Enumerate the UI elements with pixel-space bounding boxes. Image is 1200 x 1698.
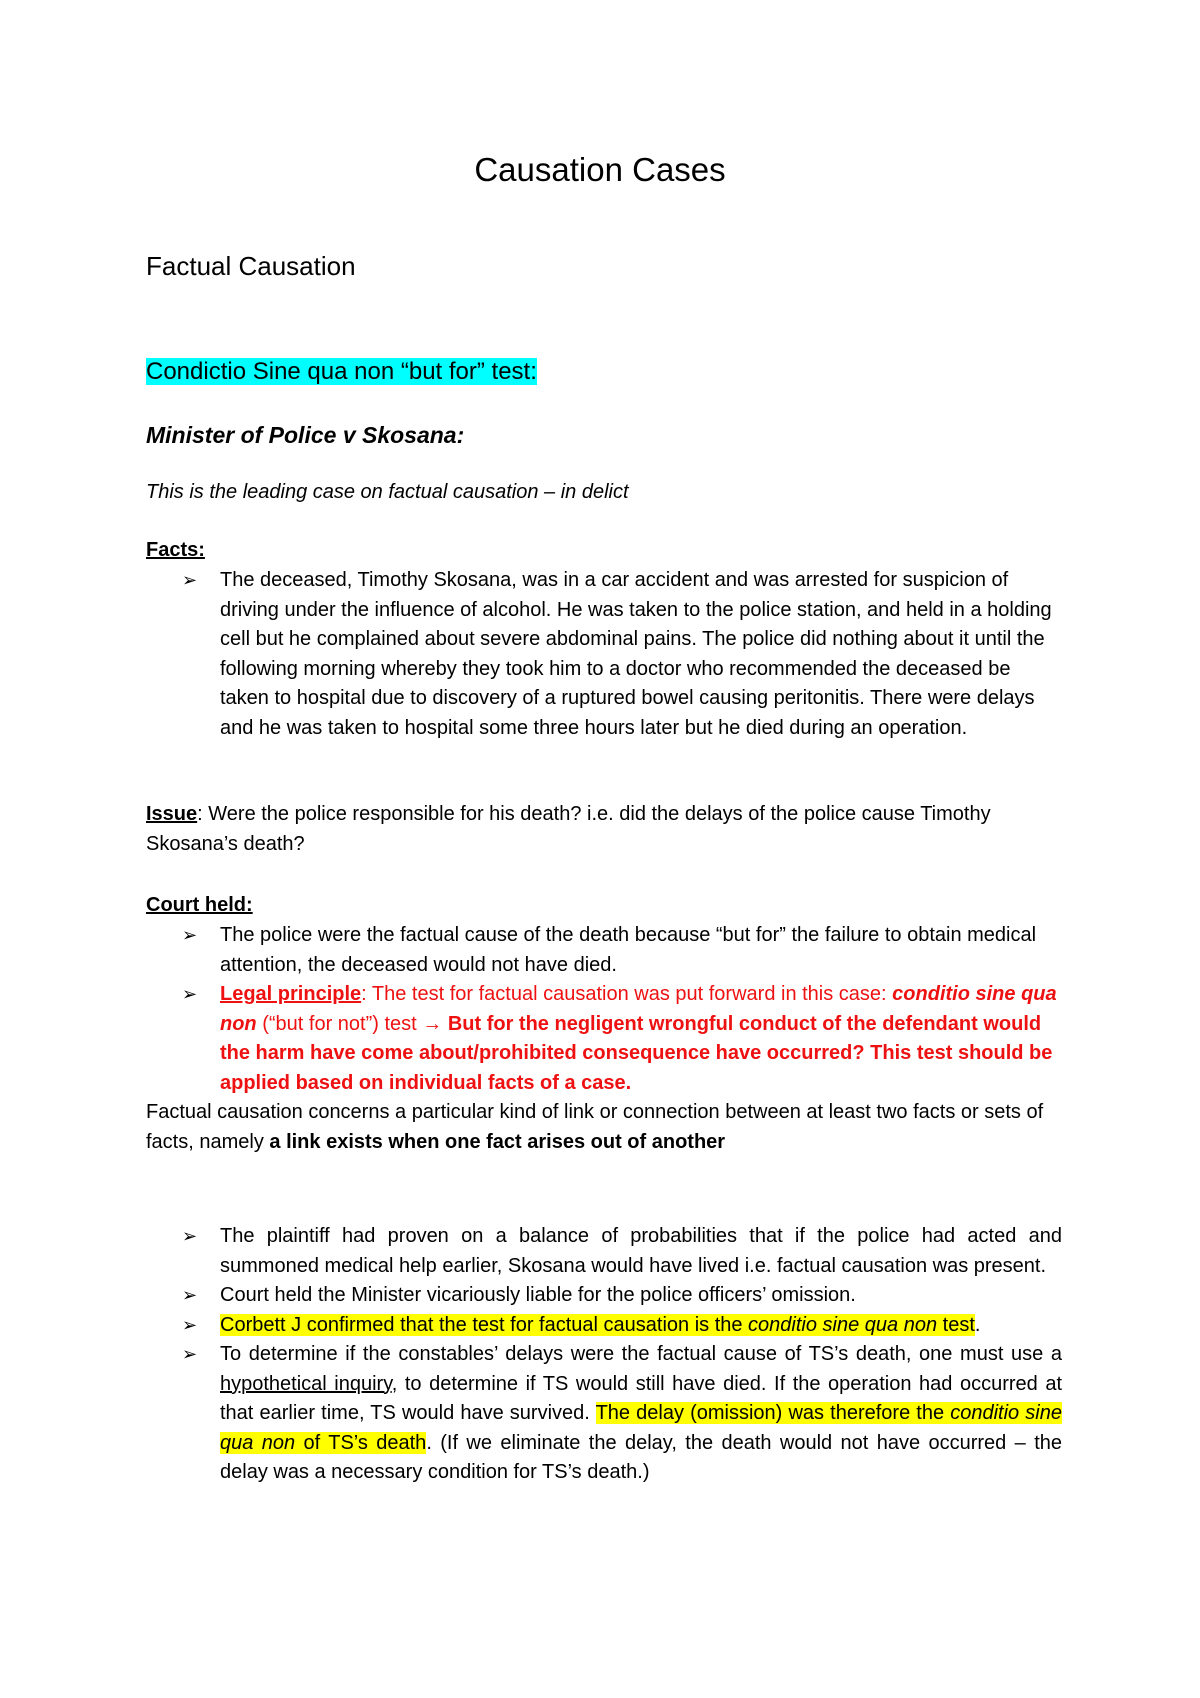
issue-paragraph <box>146 800 1066 859</box>
list-item <box>176 1281 1062 1311</box>
arrow-bullet-icon: ➢ <box>182 984 198 1005</box>
list-item <box>176 921 1062 980</box>
court-held-text: The police were the factual cause of the death because “but for” the failure to obtain medical attention, the deceased would not have died. <box>220 924 1037 976</box>
court-held-list <box>176 921 1062 1098</box>
arrow-bullet-icon: ➢ <box>182 1344 198 1365</box>
arrow-bullet-icon: ➢ <box>182 1285 198 1306</box>
legal-principle-text: : The test for factual causation was put forward in this case: <box>361 983 893 1005</box>
issue-label: Issue <box>146 803 198 825</box>
subsection-heading-text: Condictio Sine qua non “but for” test: <box>146 358 537 385</box>
delay-text: The delay (omission) was therefore the <box>595 1402 951 1424</box>
corbett-latin: conditio sine qua non <box>748 1313 938 1336</box>
vicarious-liability-text: Court held the Minister vicariously liable for the police officers’ omission. <box>220 1284 856 1306</box>
list-item <box>176 1222 1062 1281</box>
facts-list <box>176 566 1062 743</box>
list-item <box>176 1311 1062 1341</box>
delay-death: of TS’s death <box>295 1431 427 1454</box>
facts-text: The deceased, Timothy Skosana, was in a car accident and was arrested for suspicion of driving under the influence of alcohol. He was taken to the police station, and held in a holding cell but he complained about severe abdominal pains. The police did nothing about it until the following morning whereby they took him to a doctor who recommended the deceased be taken to hospital due to discovery of a ruptured bowel causing peritonitis. There were delays and he was taken to hospital some three hours later but he died during an operation. <box>220 569 1052 739</box>
arrow-bullet-icon: ➢ <box>182 1314 198 1336</box>
corbett-highlight <box>220 1314 975 1336</box>
document-title: Causation Cases <box>474 151 726 188</box>
plaintiff-text: The plaintiff had proven on a balance of probabilities that if the police had acted and summoned medical help earlier, Skosana would have lived i.e. factual causation was present. <box>220 1225 1062 1277</box>
arrow-bullet-icon: ➢ <box>182 1226 198 1247</box>
delay-explanation: . (If we eliminate the delay, the death would not have occurred – the delay was a necessary condition for TS’s death.) <box>220 1431 1062 1483</box>
list-item <box>176 1340 1062 1488</box>
further-points-list <box>176 1222 1062 1488</box>
list-item <box>176 566 1062 743</box>
legal-principle-latin: conditio sine qua non <box>220 983 1057 1035</box>
subsection-heading <box>146 357 537 387</box>
corbett-test: test <box>937 1313 975 1336</box>
case-title: Minister of Police v Skosana: <box>146 422 465 448</box>
section-heading: Factual Causation <box>146 251 356 281</box>
list-item <box>176 980 1062 1098</box>
hypothetical-text-2: , to determine if TS would still have died. If the operation had occurred at that earlier time, TS would have survived. <box>220 1372 1062 1424</box>
factual-causation-bold: a link exists when one fact arises out of another <box>269 1130 726 1153</box>
factual-causation-paragraph <box>146 1098 1066 1157</box>
court-held-label: Court held: <box>146 894 253 916</box>
legal-principle-test: (“but for not”) test <box>256 1012 423 1035</box>
hypothetical-text: To determine if the constables’ delays were the factual cause of TS’s death, one must use a <box>220 1343 1062 1365</box>
facts-label: Facts: <box>146 539 205 561</box>
issue-text: : Were the police responsible for his death? i.e. did the delays of the police cause Timothy Skosana’s death? <box>146 803 991 855</box>
hypothetical-inquiry: hypothetical inquiry <box>220 1372 392 1395</box>
arrow-right-icon: → <box>422 1012 443 1035</box>
delay-latin: conditio sine qua non <box>220 1402 1062 1454</box>
arrow-bullet-icon: ➢ <box>182 570 198 591</box>
corbett-period: . <box>974 1313 981 1336</box>
arrow-bullet-icon: ➢ <box>182 925 198 946</box>
case-intro: This is the leading case on factual causation – in delict <box>146 481 629 503</box>
factual-causation-text: Factual causation concerns a particular kind of link or connection between at least two facts or sets of facts, namely <box>146 1101 1044 1153</box>
corbett-text: Corbett J confirmed that the test for factual causation is the <box>220 1313 749 1336</box>
legal-principle-label: Legal principle <box>220 983 362 1005</box>
legal-principle-question: But for the negligent wrongful conduct of the defendant would the harm have come about/prohibited consequence have occurred? This test should be applied based on individual facts of a case. <box>220 1012 1053 1094</box>
